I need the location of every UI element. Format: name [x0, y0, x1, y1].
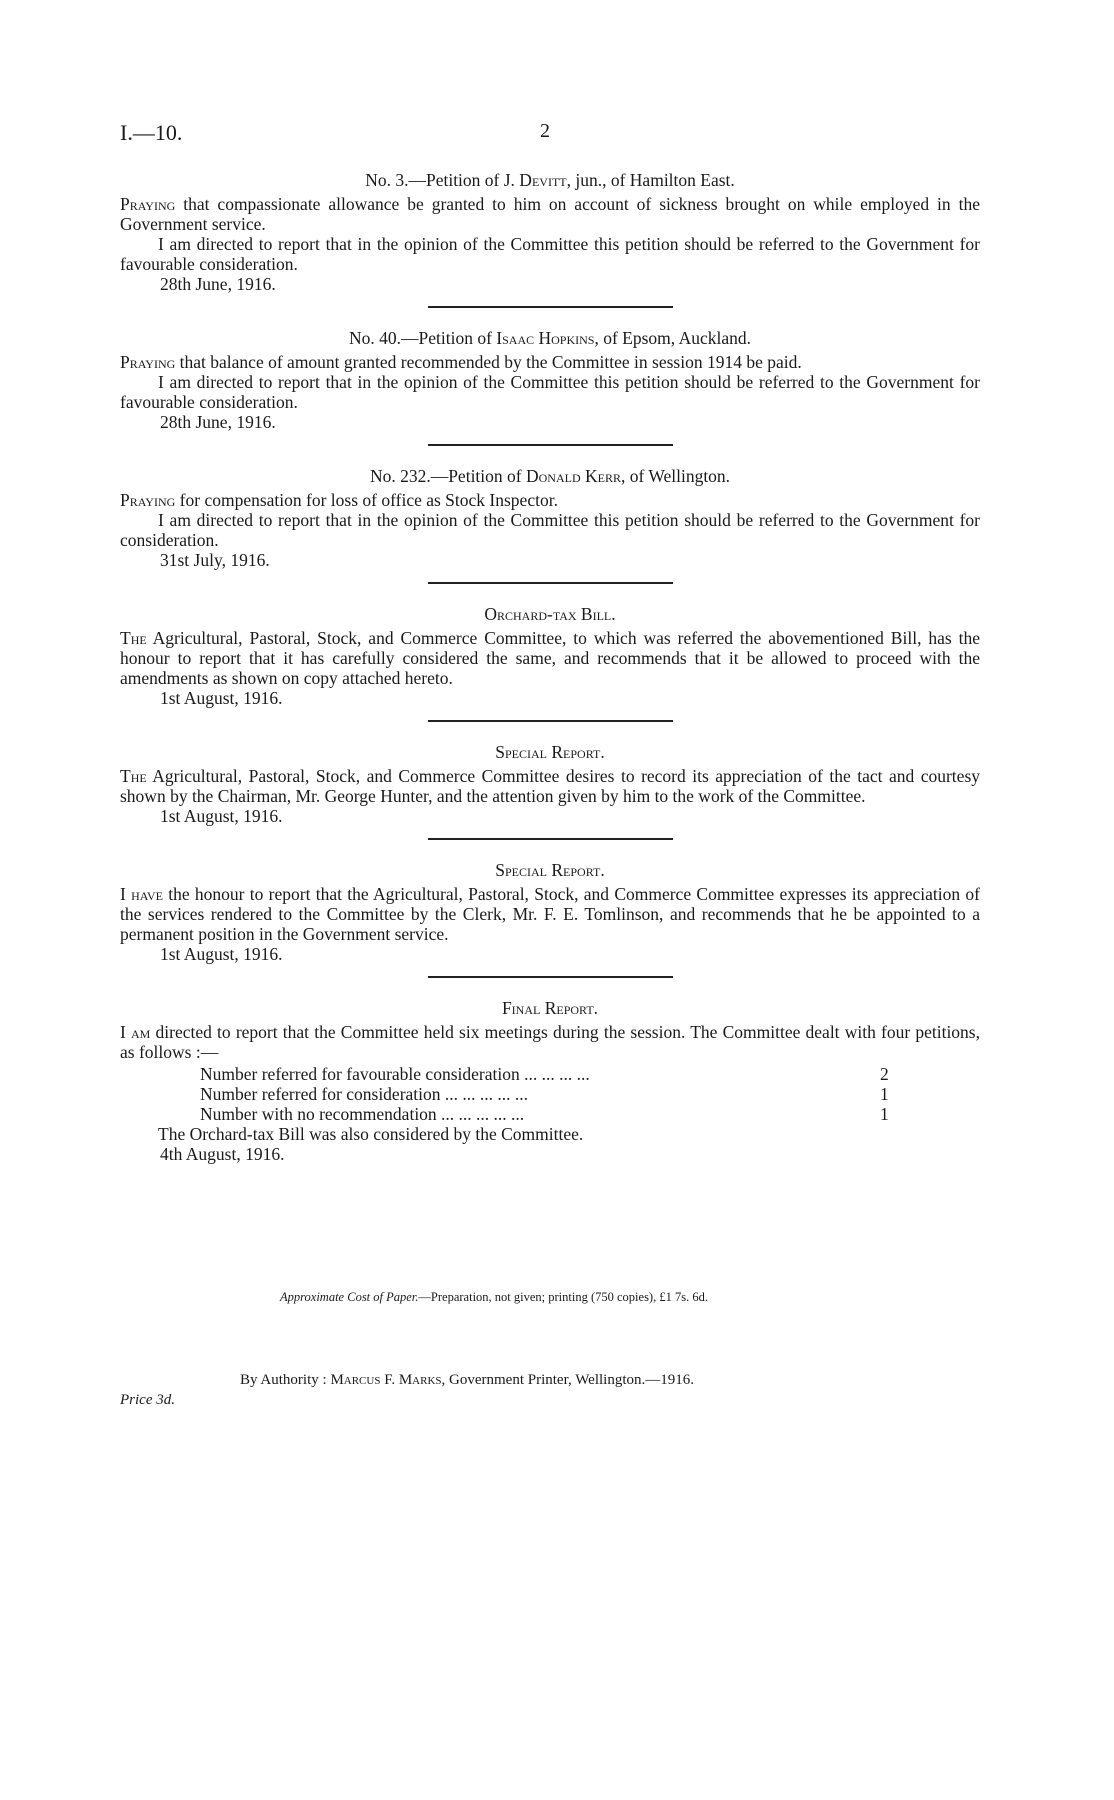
- petition-heading: No. 3.—Petition of J. Devitt, jun., of Hamilton East.: [365, 170, 735, 190]
- petition-prayer: Praying that compassionate allowance be granted to him on account of sickness brought on while employed in the Government service.: [120, 194, 980, 234]
- price-label: Price 3d.: [120, 1392, 175, 1408]
- petitioner-name: J. Devitt: [503, 170, 567, 190]
- section-divider: [428, 720, 673, 722]
- report-date: 1st August, 1916.: [160, 688, 283, 708]
- cost-text: —Preparation, not given; printing (750 copies), £1 7s. 6d.: [418, 1290, 708, 1304]
- orchard-tax-bill: [120, 604, 980, 708]
- count-value: 1: [880, 1084, 889, 1104]
- cost-note: [280, 1290, 708, 1305]
- petition-prayer: Praying that balance of amount granted recommended by the Committee in session 1914 be paid.: [120, 352, 802, 372]
- committee-report: I am directed to report that in the opinion of the Committee this petition should be referred to the Government for favourable consideration.: [120, 234, 980, 274]
- section-divider: [428, 306, 673, 308]
- orchard-note: The Orchard-tax Bill was also considered by the Committee.: [158, 1124, 584, 1144]
- section-body: I have the honour to report that the Agricultural, Pastoral, Stock, and Commerce Committee expresses its appreciation of the services rendered to the Committee by the Clerk, Mr. F. E. Tomlinson, and recommends that he be appointed to a permanent position in the Government service.: [120, 884, 980, 944]
- table-row: [200, 1104, 920, 1124]
- count-value: 1: [880, 1104, 889, 1124]
- report-date: 4th August, 1916.: [160, 1144, 285, 1164]
- count-label: Number with no recommendation ... ... ... ... ...: [200, 1104, 525, 1124]
- petition-count-table: [200, 1064, 920, 1124]
- section-divider: [428, 838, 673, 840]
- section-body: The Agricultural, Pastoral, Stock, and Commerce Committee, to which was referred the abovementioned Bill, has the honour to report that it has carefully considered the same, and recommends that it be allowed to proceed with the amendments as shown on copy attached hereto.: [120, 628, 980, 688]
- petition-hopkins: [120, 328, 980, 432]
- table-row: [200, 1084, 920, 1104]
- printer-authority: By Authority : Marcus F. Marks, Government Printer, Wellington.—1916.: [240, 1372, 694, 1388]
- report-date: 28th June, 1916.: [160, 274, 276, 294]
- section-divider: [428, 582, 673, 584]
- petition-devitt: [120, 170, 980, 294]
- petition-heading: No. 40.—Petition of Isaac Hopkins, of Epsom, Auckland.: [348, 328, 751, 348]
- petition-kerr: [120, 466, 980, 570]
- table-row: [200, 1064, 920, 1084]
- petition-heading: No. 232.—Petition of Donald Kerr, of Wellington.: [369, 466, 731, 486]
- report-date: 1st August, 1916.: [160, 944, 283, 964]
- cost-label: Approximate Cost of Paper.: [280, 1290, 419, 1304]
- paper-reference: I.—10.: [120, 120, 183, 145]
- section-divider: [428, 976, 673, 978]
- committee-report: I am directed to report that in the opinion of the Committee this petition should be referred to the Government for favourable consideration.: [120, 372, 980, 412]
- special-report-chairman: [120, 742, 980, 826]
- section-heading: Orchard-tax Bill.: [484, 604, 616, 624]
- section-heading: Special Report.: [495, 742, 605, 762]
- report-content: [120, 170, 980, 1164]
- special-report-clerk: [120, 860, 980, 964]
- report-date: 1st August, 1916.: [160, 806, 283, 826]
- page-number: 2: [540, 120, 550, 142]
- petitioner-name: Isaac Hopkins: [496, 328, 595, 348]
- count-label: Number referred for favourable consideration ... ... ... ...: [200, 1064, 590, 1084]
- section-divider: [428, 444, 673, 446]
- section-body: The Agricultural, Pastoral, Stock, and Commerce Committee desires to record its appreciation of the tact and courtesy shown by the Chairman, Mr. George Hunter, and the attention given by him to the work of the Committee.: [120, 766, 980, 806]
- section-body: I am directed to report that the Committee held six meetings during the session. The Committee dealt with four petitions, as follows :—: [120, 1022, 980, 1062]
- petition-prayer: Praying for compensation for loss of office as Stock Inspector.: [120, 490, 558, 510]
- count-value: 2: [880, 1064, 889, 1084]
- petitioner-name: Donald Kerr: [525, 466, 621, 486]
- final-report: [120, 998, 980, 1164]
- count-label: Number referred for consideration ... ... ... ... ...: [200, 1084, 529, 1104]
- section-heading: Special Report.: [495, 860, 605, 880]
- committee-report: I am directed to report that in the opinion of the Committee this petition should be referred to the Government for consideration.: [120, 510, 980, 550]
- report-date: 31st July, 1916.: [160, 550, 270, 570]
- section-heading: Final Report.: [501, 998, 599, 1018]
- report-date: 28th June, 1916.: [160, 412, 276, 432]
- printer-name: Marcus F. Marks: [330, 1372, 442, 1388]
